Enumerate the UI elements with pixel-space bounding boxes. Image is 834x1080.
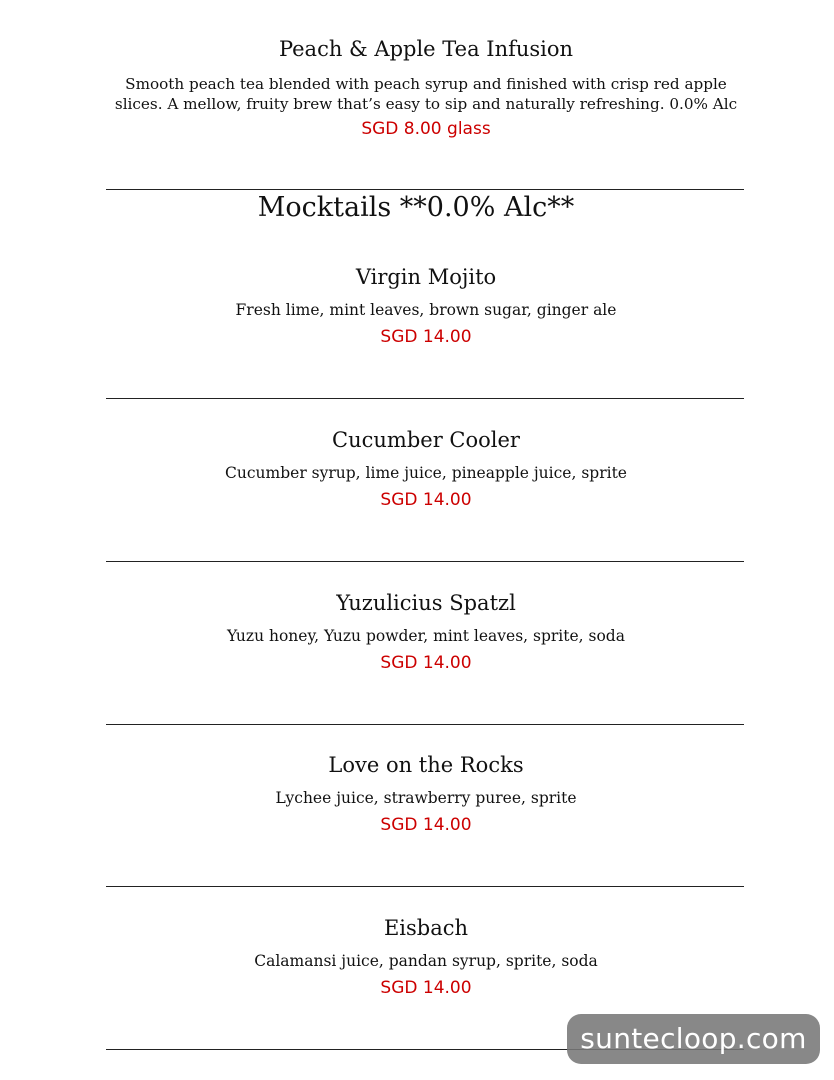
menu-item [106,752,746,836]
item-divider [106,561,744,562]
item-divider [106,886,744,887]
watermark-logo: suntecloop.com [567,1014,820,1064]
section-title: Mocktails **0.0% Alc** [257,192,575,223]
menu-item [106,915,746,999]
menu-item-name: Cucumber Cooler [332,428,520,452]
menu-item-description: Cucumber syrup, lime juice, pineapple juice, sprite [225,464,627,482]
menu-item-name: Virgin Mojito [355,265,497,289]
menu-item-description: Fresh lime, mint leaves, brown sugar, ginger ale [235,301,617,319]
section-divider [106,189,744,190]
menu-item-description: Calamansi juice, pandan syrup, sprite, soda [254,952,598,970]
menu-item-price: SGD 14.00 [380,490,472,510]
menu-item-name: Love on the Rocks [328,753,524,777]
menu-item-description: Smooth peach tea blended with peach syrup and finished with crisp red apple slices. A mellow, fruity brew that’s easy to sip and naturally refreshing. 0.0% Alc [114,75,738,113]
menu-item-name: Eisbach [383,916,469,940]
menu-item-price: SGD 14.00 [380,815,472,835]
menu-item [106,590,746,674]
menu-item-name: Peach & Apple Tea Infusion [278,37,574,61]
menu-item [106,427,746,511]
menu-item-price: SGD 14.00 [380,978,472,998]
menu-item [106,36,746,140]
menu-item-price: SGD 14.00 [380,327,472,347]
menu-item-price: SGD 8.00 glass [361,119,491,139]
item-divider [106,724,744,725]
menu-item-price: SGD 14.00 [380,653,472,673]
menu-item-description: Yuzu honey, Yuzu powder, mint leaves, sprite, soda [227,627,625,645]
menu-item [106,264,746,348]
item-divider [106,398,744,399]
menu-item-description: Lychee juice, strawberry puree, sprite [275,789,577,807]
menu-item-name: Yuzulicius Spatzl [336,591,516,615]
